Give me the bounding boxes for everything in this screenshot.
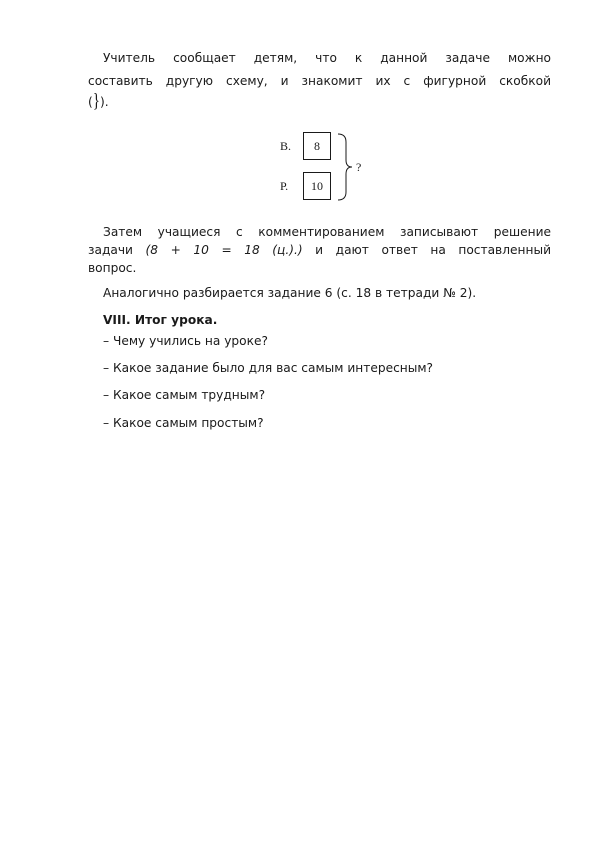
question-item: – Какое самым простым? xyxy=(103,416,264,430)
paragraph-2-line-1: Затем учащиеся с комментированием записывают решение xyxy=(103,225,551,239)
schema-label-top: В. xyxy=(280,139,292,153)
paragraph-1-line-3 xyxy=(88,91,109,113)
solution-expression: (8 + 10 = 18 (ц.).) xyxy=(145,243,303,257)
question-item: – Какое самым трудным? xyxy=(103,388,266,402)
paragraph-1-line-2: составить другую схему, и знакомит их с фигурной скобкой xyxy=(88,74,551,88)
section-heading: VIII. Итог урока. xyxy=(103,313,218,327)
schema-value-top: 8 xyxy=(314,138,320,153)
schema-diagram xyxy=(270,130,380,202)
schema-box-bottom xyxy=(303,172,331,200)
paragraph-2-end: и дают ответ на поставленный xyxy=(315,243,551,257)
paragraph-3: Аналогично разбирается задание 6 (с. 18 в тетради № 2). xyxy=(103,286,477,300)
curly-brace-icon xyxy=(336,132,356,202)
paren-open: ( xyxy=(88,95,93,109)
paragraph-2-line-2 xyxy=(88,241,551,260)
schema-box-top xyxy=(303,132,331,160)
schema-value-bottom: 10 xyxy=(311,178,323,193)
question-item: – Какое задание было для вас самым интересным? xyxy=(103,361,434,375)
schema-label-bottom: Р. xyxy=(280,179,289,193)
paragraph-2-start: задачи xyxy=(88,243,133,257)
paragraph-1-line-1: Учитель сообщает детям, что к данной задаче можно xyxy=(103,51,551,65)
paren-close: ). xyxy=(99,95,109,109)
paragraph-2-line-3: вопрос. xyxy=(88,261,137,275)
question-item: – Чему учились на уроке? xyxy=(103,334,268,348)
curly-brace-glyph: } xyxy=(92,91,100,113)
schema-question-mark: ? xyxy=(356,160,362,174)
